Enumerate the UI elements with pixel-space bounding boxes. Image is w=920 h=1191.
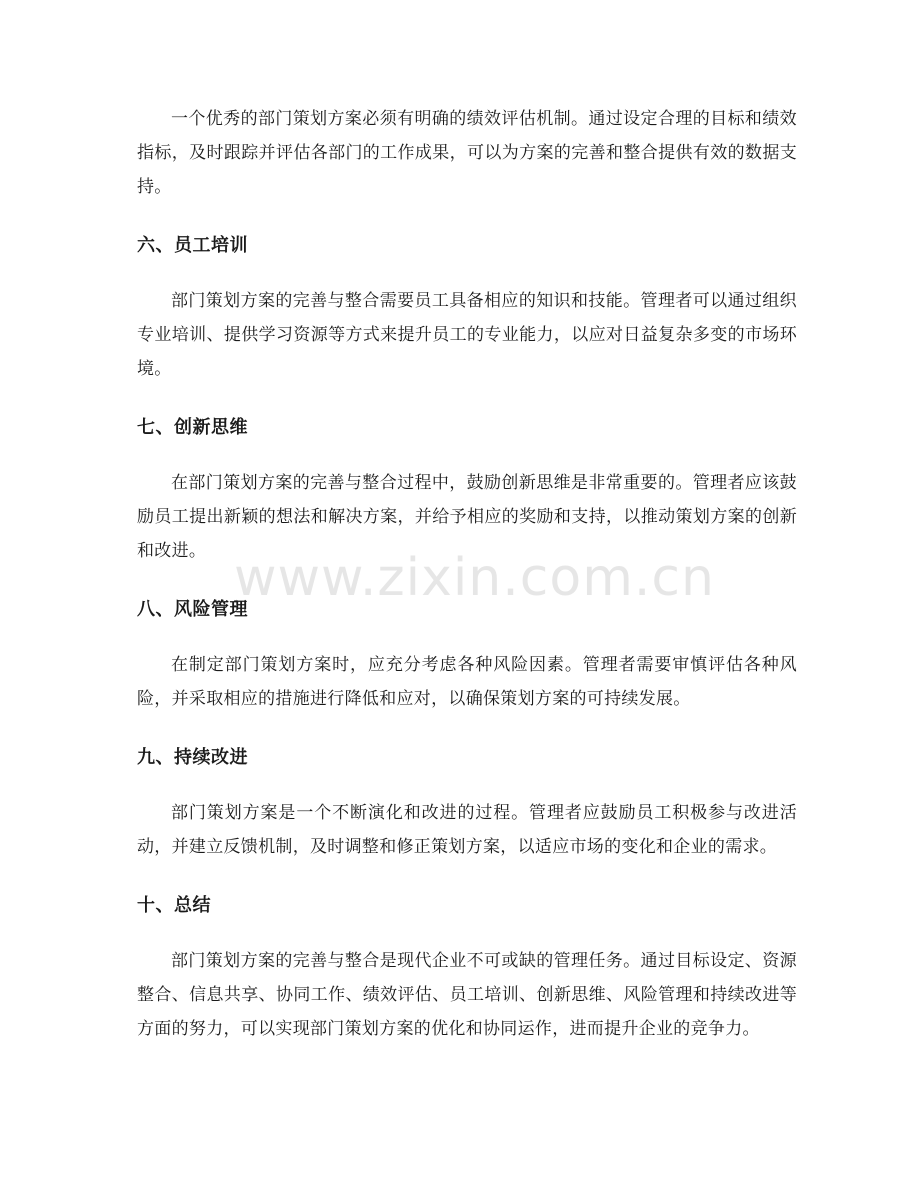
spacer xyxy=(137,442,797,466)
section-body-summary: 部门策划方案的完善与整合是现代企业不可或缺的管理任务。通过目标设定、资源整合、信息共享、协同工作、绩效评估、员工培训、创新思维、风险管理和持续改进等方面的努力，可以实现部门策划方案的优化和协同运作，进而提升企业的竞争力。 xyxy=(137,951,797,1039)
intro-paragraph: 一个优秀的部门策划方案必须有明确的绩效评估机制。通过设定合理的目标和绩效指标，及时跟踪并评估各部门的工作成果，可以为方案的完善和整合提供有效的数据支持。 xyxy=(137,109,797,197)
section-heading-improvement: 九、持续改进 xyxy=(137,747,248,768)
section-heading-training: 六、员工培训 xyxy=(137,235,248,256)
section-heading-summary: 十、总结 xyxy=(137,895,211,916)
spacer xyxy=(137,920,797,944)
document-page xyxy=(137,102,797,1046)
spacer xyxy=(137,624,797,648)
spacer xyxy=(137,864,797,892)
section-heading-innovation: 七、创新思维 xyxy=(137,417,248,438)
spacer xyxy=(137,260,797,284)
spacer xyxy=(137,772,797,796)
spacer xyxy=(137,204,797,232)
section-body-training: 部门策划方案的完善与整合需要员工具备相应的知识和技能。管理者可以通过组织专业培训、提供学习资源等方式来提升员工的专业能力，以应对日益复杂多变的市场环境。 xyxy=(137,291,797,379)
spacer xyxy=(137,568,797,596)
section-body-innovation: 在部门策划方案的完善与整合过程中，鼓励创新思维是非常重要的。管理者应该鼓励员工提出新颖的想法和解决方案，并给予相应的奖励和支持，以推动策划方案的创新和改进。 xyxy=(137,473,797,561)
section-body-risk: 在制定部门策划方案时，应充分考虑各种风险因素。管理者需要审慎评估各种风险，并采取相应的措施进行降低和应对，以确保策划方案的可持续发展。 xyxy=(137,655,797,709)
section-body-improvement: 部门策划方案是一个不断演化和改进的过程。管理者应鼓励员工积极参与改进活动，并建立反馈机制，及时调整和修正策划方案，以适应市场的变化和企业的需求。 xyxy=(137,803,797,857)
spacer xyxy=(137,716,797,744)
spacer xyxy=(137,386,797,414)
watermark: www.zixin.com.cn xyxy=(234,548,715,608)
section-heading-risk: 八、风险管理 xyxy=(137,599,248,620)
